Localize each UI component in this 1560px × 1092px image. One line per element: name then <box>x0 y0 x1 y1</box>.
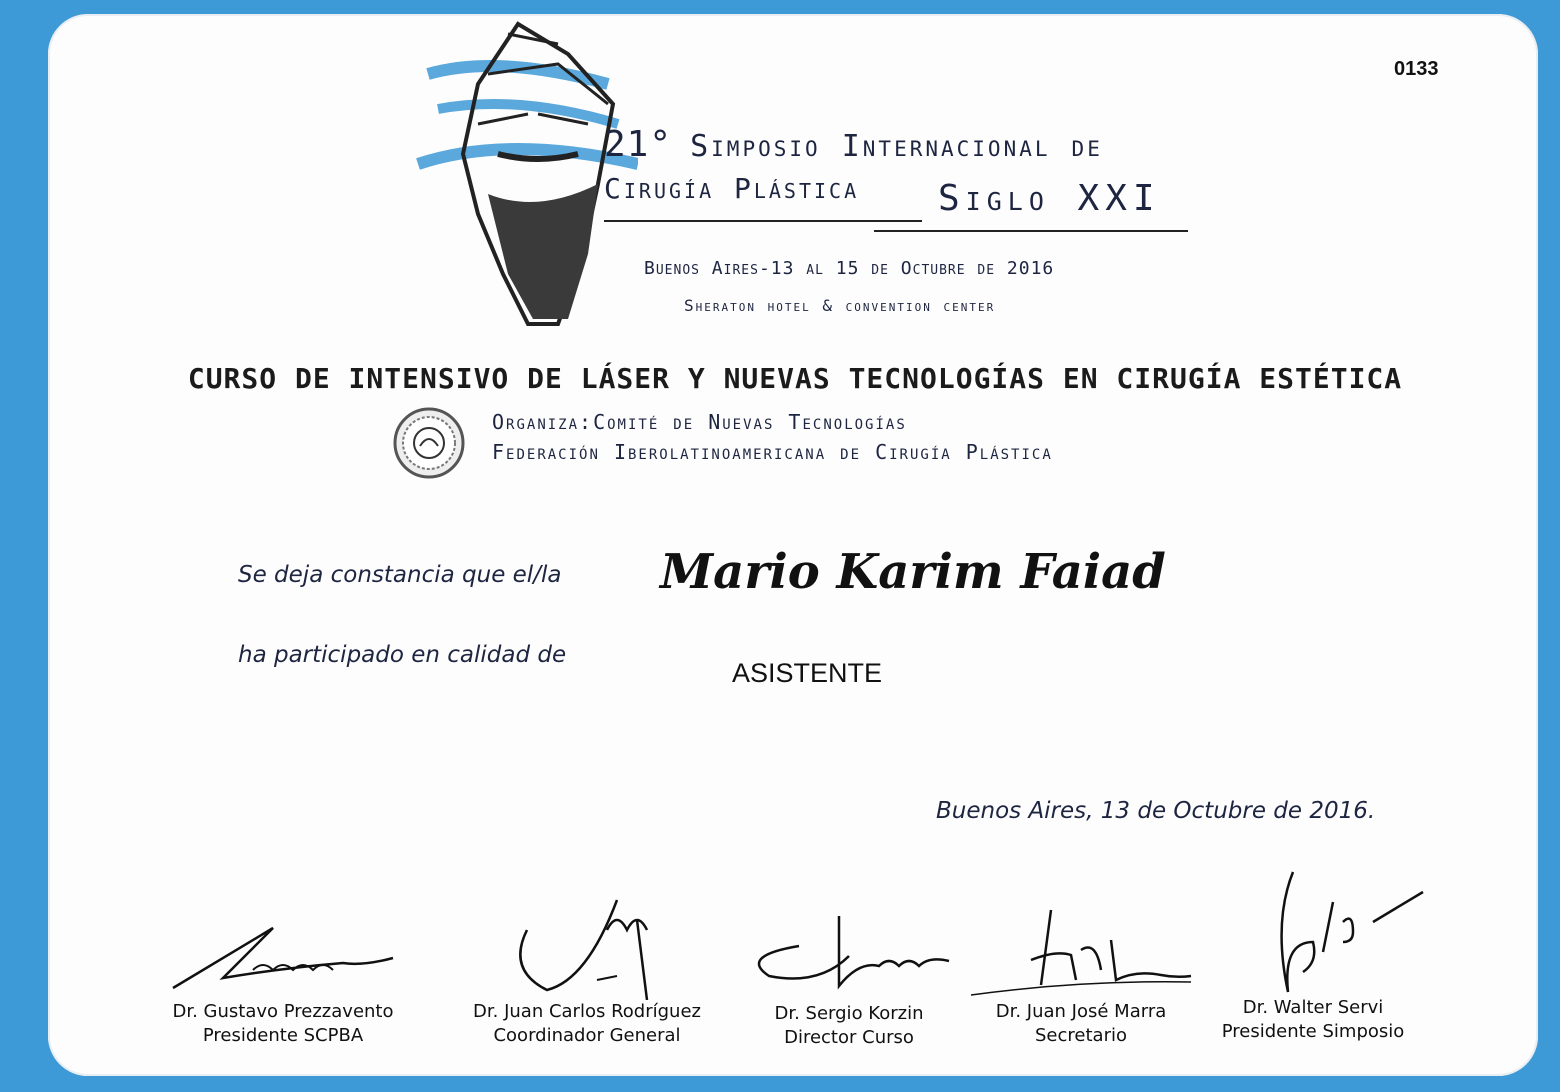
signatory-title-2: Coordinador General <box>493 1025 681 1046</box>
signature-block-4 <box>956 900 1206 1048</box>
symposium-location: Buenos Aires-13 al 15 de Octubre de 2016 <box>644 258 1055 279</box>
title-rule-left <box>604 220 922 222</box>
federation-seal-icon <box>392 406 466 480</box>
signature-block-5 <box>1188 862 1438 1044</box>
signatory-name-4: Dr. Juan José Marra <box>995 1001 1167 1022</box>
signatory-title-5: Presidente Simposio <box>1221 1021 1405 1042</box>
title-rule-right <box>874 230 1188 232</box>
signature-block-1 <box>158 908 408 1048</box>
serial-number: 0133 <box>1394 58 1439 80</box>
signature-korzin <box>729 906 969 1002</box>
signatory-name-3: Dr. Sergio Korzin <box>774 1003 924 1024</box>
signatory-name-1: Dr. Gustavo Prezzavento <box>172 1001 394 1022</box>
signature-block-3 <box>724 906 974 1050</box>
symposium-title-line1 <box>604 124 1103 165</box>
symposium-title-line2: Cirugía Plástica <box>604 172 860 205</box>
signature-prezzavento <box>163 908 403 1000</box>
signatory-title-1: Presidente SCPBA <box>202 1025 364 1046</box>
certificate <box>48 14 1538 1076</box>
signatory-name-2: Dr. Juan Carlos Rodríguez <box>473 1001 701 1022</box>
signatory-title-4: Secretario <box>1035 1025 1127 1046</box>
organizer-line1: Organiza:Comité de Nuevas Tecnologías <box>492 410 907 434</box>
symposium-venue: Sheraton hotel & convention center <box>684 296 996 315</box>
constancia-text: Se deja constancia que el/la <box>238 562 562 588</box>
signatory-title-3: Director Curso <box>784 1027 914 1048</box>
participation-text: ha participado en calidad de <box>238 642 567 668</box>
signatory-name-5: Dr. Walter Servi <box>1242 997 1384 1018</box>
signature-block-2 <box>462 890 712 1048</box>
organizer-line2: Federación Iberolatinoamericana de Cirugía Plástica <box>492 440 1053 464</box>
course-title: CURSO DE INTENSIVO DE LÁSER Y NUEVAS TECNOLOGÍAS EN CIRUGÍA ESTÉTICA <box>187 362 1403 395</box>
participation-role: ASISTENTE <box>732 658 883 688</box>
signature-marra <box>961 900 1201 1000</box>
signature-rodriguez <box>467 890 707 1000</box>
symposium-number: 21° <box>604 124 673 165</box>
symposium-siglo: Siglo XXI <box>938 178 1161 219</box>
recipient-name: Mario Karim Faiad <box>660 544 1166 600</box>
symposium-line1-text: Simposio Internacional de <box>690 129 1103 164</box>
date-place: Buenos Aires, 13 de Octubre de 2016. <box>936 798 1376 824</box>
signature-servi <box>1193 862 1433 996</box>
